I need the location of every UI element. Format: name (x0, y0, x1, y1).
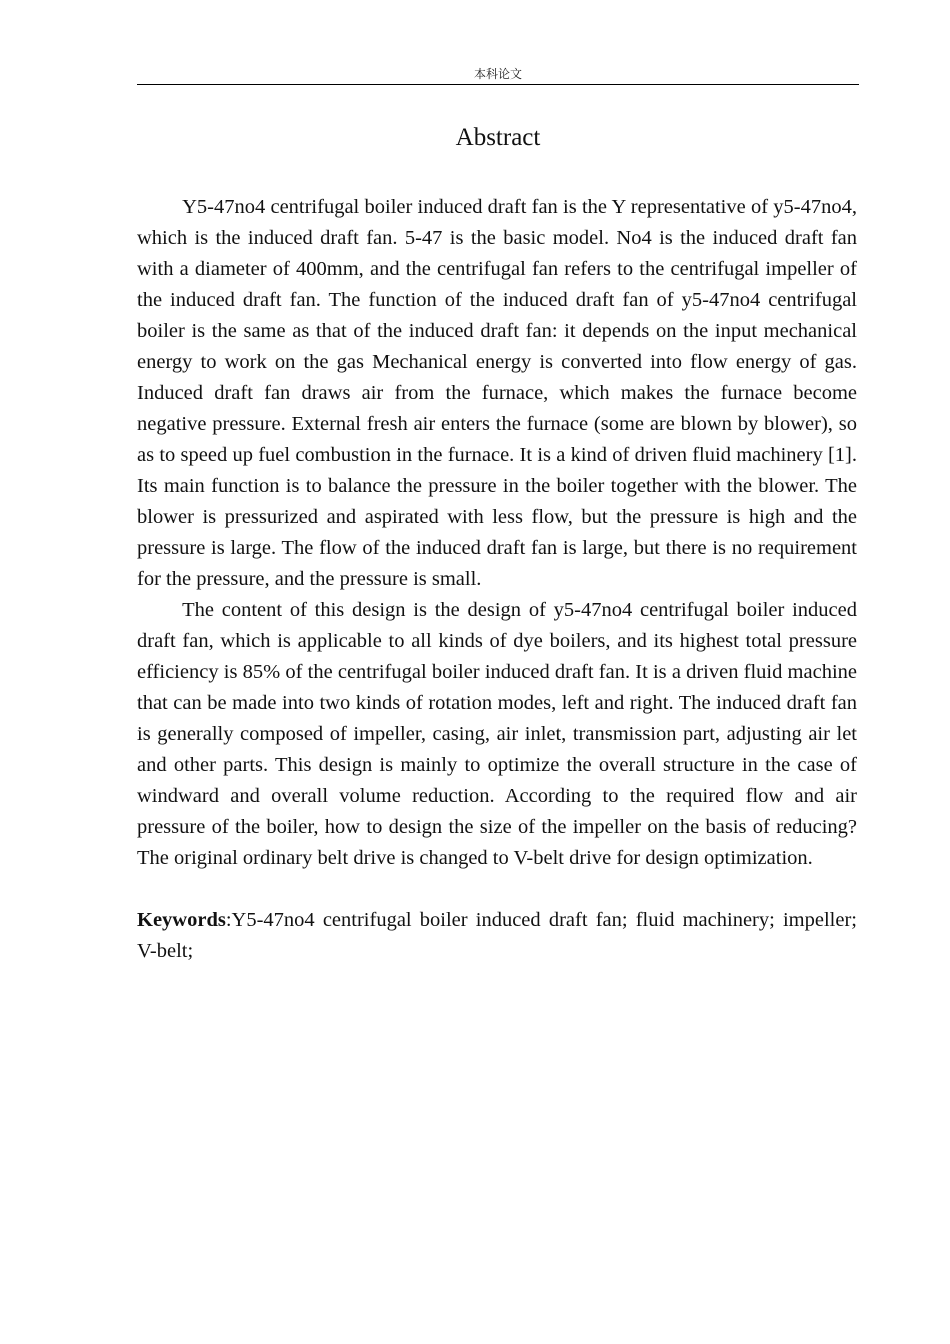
abstract-paragraph-2: The content of this design is the design of y5-47no4 centrifugal boiler induced draft fan, which is applicable to all kinds of dye boilers, and its highest total pressure efficiency is 85% of the centrifugal boiler induced draft fan. It is a driven fluid machine that can be made into two kinds of rotation modes, left and right. The induced draft fan is generally composed of impeller, casing, air inlet, transmission part, adjusting air let and other parts. This design is mainly to optimize the overall structure in the case of windward and overall volume reduction. According to the required flow and air pressure of the boiler, how to design the size of the impeller on the basis of reducing? The original ordinary belt drive is changed to V-belt drive for design optimization. (137, 599, 857, 869)
keywords-label: Keywords (137, 909, 226, 931)
abstract-body (137, 192, 857, 967)
keywords-text: :Y5-47no4 centrifugal boiler induced draft fan; fluid machinery; impeller; V-belt; (137, 909, 857, 962)
running-header (137, 64, 859, 85)
abstract-title: Abstract (455, 124, 541, 151)
running-header-title: 本科论文 (473, 67, 522, 81)
abstract-paragraph-1: Y5-47no4 centrifugal boiler induced draft fan is the Y representative of y5-47no4, which is the induced draft fan. 5-47 is the basic model. No4 is the induced draft fan with a diameter of 400mm, and the centrifugal fan refers to the centrifugal impeller of the induced draft fan. The function of the induced draft fan of y5-47no4 centrifugal boiler is the same as that of the induced draft fan: it depends on the input mechanical energy to work on the gas Mechanical energy is converted into flow energy of gas. Induced draft fan draws air from the furnace, which makes the furnace become negative pressure. External fresh air enters the furnace (some are blown by blower), so as to speed up fuel combustion in the furnace. It is a kind of driven fluid machinery [1]. Its main function is to balance the pressure in the boiler together with the blower. The blower is pressurized and aspirated with less flow, but the pressure is high and the pressure is large. The flow of the induced draft fan is large, but there is no requirement for the pressure, and the pressure is small. (137, 196, 857, 590)
keywords-line (137, 905, 857, 967)
